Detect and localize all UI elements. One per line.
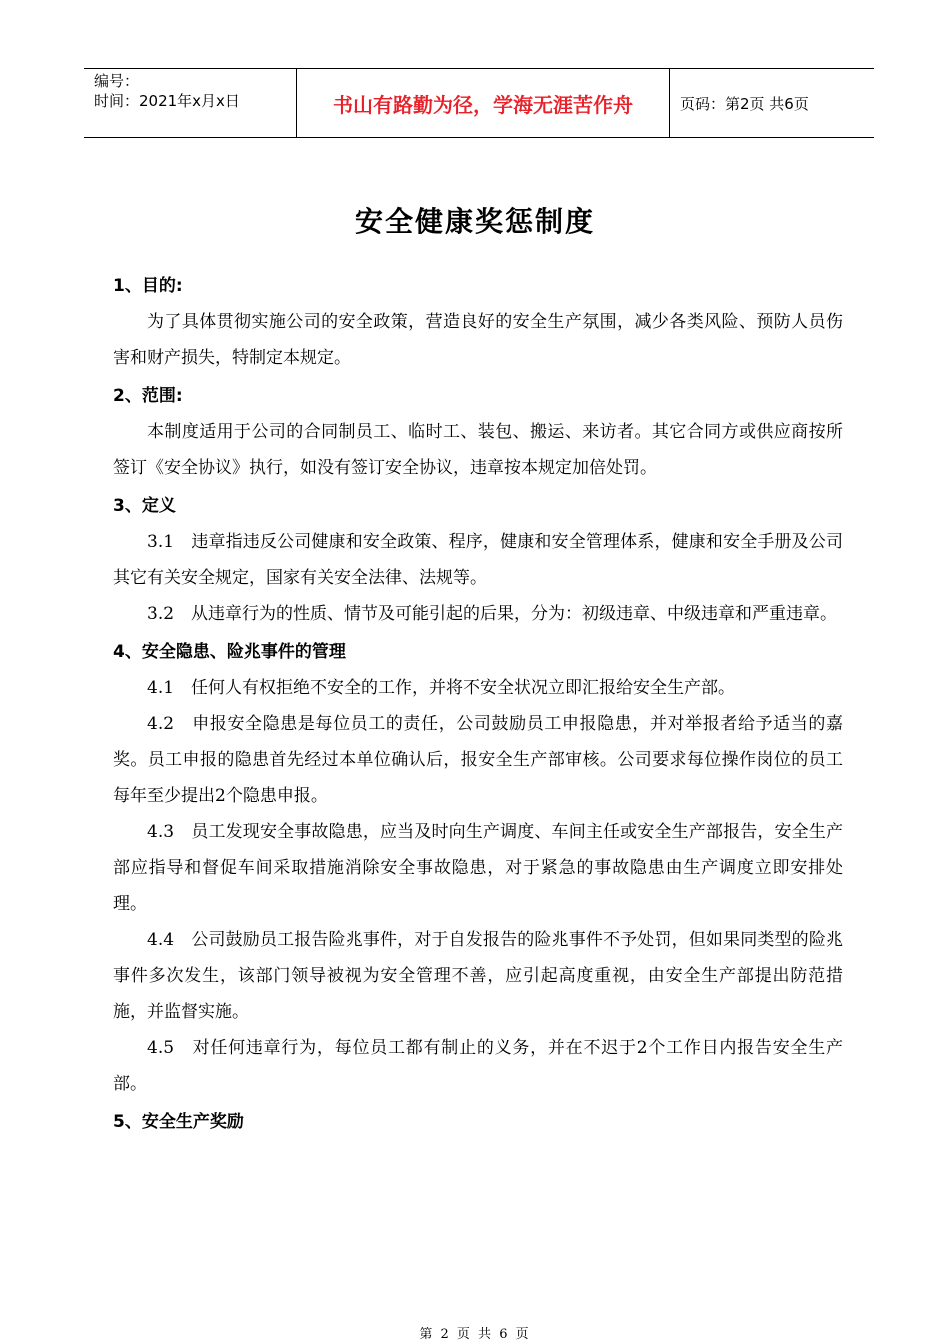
serial-label: 编号： bbox=[94, 72, 140, 90]
section-heading: 4、安全隐患、险兆事件的管理 bbox=[113, 642, 346, 662]
page-footer: 第 2 页 共 6 页 bbox=[419, 1327, 531, 1342]
section-heading: 1、目的: bbox=[113, 276, 183, 296]
section-heading: 2、范围: bbox=[113, 386, 183, 406]
header-page-info: 页码：第2页 共6页 bbox=[680, 94, 809, 113]
header-meta bbox=[84, 69, 296, 137]
paragraph: 4.1 任何人有权拒绝不安全的工作，并将不安全状况立即汇报给安全生产部。 bbox=[147, 678, 736, 698]
paragraph: 4.4 公司鼓励员工报告险兆事件，对于自发报告的险兆事件不予处罚，但如果同类型的险兆事件多次发生，该部门领导被视为安全管理不善，应引起高度重视，由安全生产部提出防范措施，并监督实施。 bbox=[113, 930, 843, 1022]
paragraph: 4.3 员工发现安全事故隐患，应当及时向生产调度、车间主任或安全生产部报告，安全生产部应指导和督促车间采取措施消除安全事故隐患，对于紧急的事故隐患由生产调度立即安排处理。 bbox=[113, 822, 843, 914]
paragraph: 3.2 从违章行为的性质、情节及可能引起的后果，分为：初级违章、中级违章和严重违章。 bbox=[147, 604, 838, 624]
document-body bbox=[113, 268, 843, 1140]
paragraph: 为了具体贯彻实施公司的安全政策，营造良好的安全生产氛围，减少各类风险、预防人员伤害和财产损失，特制定本规定。 bbox=[113, 312, 843, 368]
document-title: 安全健康奖惩制度 bbox=[354, 205, 595, 238]
date-label: 时间：2021年x月x日 bbox=[94, 92, 240, 110]
paragraph: 4.5 对任何违章行为，每位员工都有制止的义务，并在不迟于2个工作日内报告安全生产部。 bbox=[113, 1038, 843, 1094]
page-header bbox=[84, 68, 874, 138]
section-heading: 5、安全生产奖励 bbox=[113, 1112, 244, 1132]
section-heading: 3、定义 bbox=[113, 496, 176, 516]
paragraph: 4.2 申报安全隐患是每位员工的责任，公司鼓励员工申报隐患，并对举报者给予适当的嘉奖。员工申报的隐患首先经过本单位确认后，报安全生产部审核。公司要求每位操作岗位的员工每年至少提出2个隐患申报。 bbox=[113, 714, 843, 806]
header-motto: 书山有路勤为径，学海无涯苦作舟 bbox=[296, 69, 670, 137]
paragraph: 本制度适用于公司的合同制员工、临时工、装包、搬运、来访者。其它合同方或供应商按所签订《安全协议》执行，如没有签订安全协议，违章按本规定加倍处罚。 bbox=[113, 422, 843, 478]
paragraph: 3.1 违章指违反公司健康和安全政策、程序，健康和安全管理体系，健康和安全手册及公司其它有关安全规定，国家有关安全法律、法规等。 bbox=[113, 532, 843, 588]
